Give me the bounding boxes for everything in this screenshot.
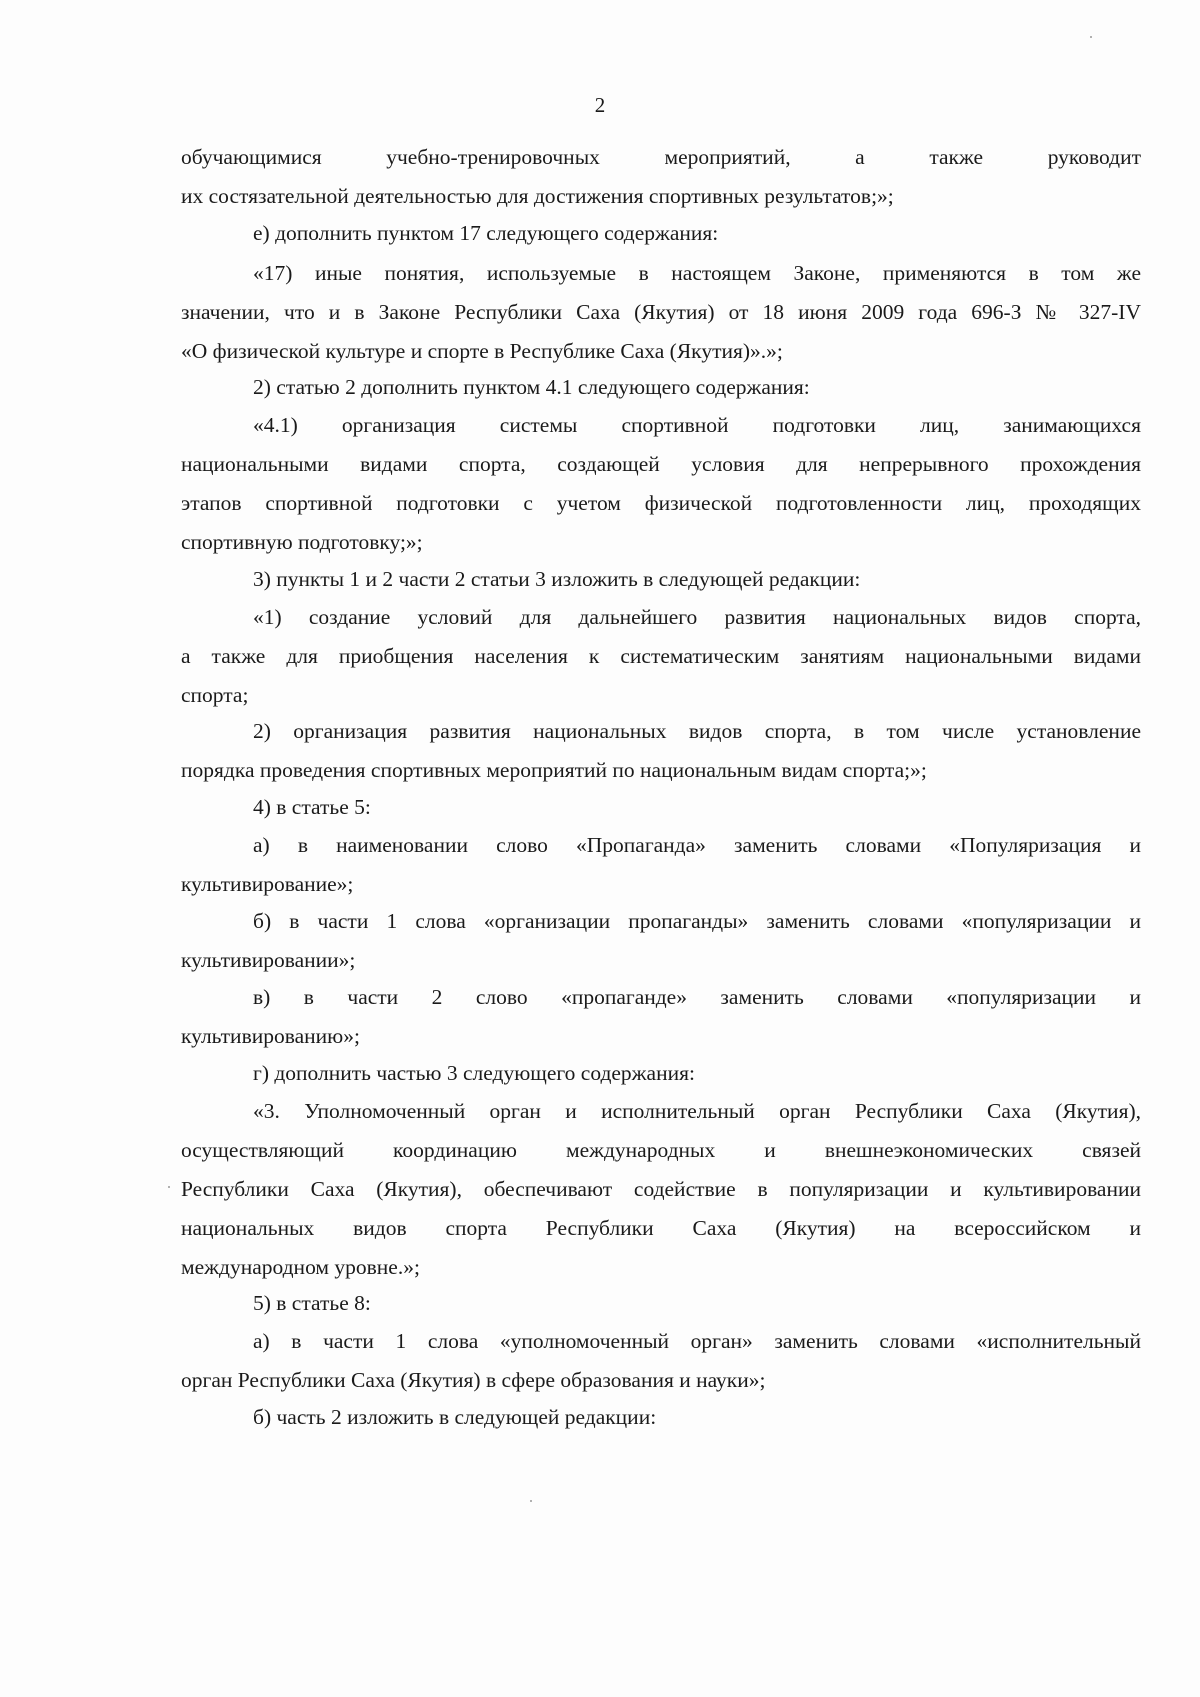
text-line: б) в части 1 слова «организации пропаганды» заменить словами «популяризации и <box>253 909 1141 933</box>
scan-speck <box>530 1500 532 1502</box>
text-line: 3) пункты 1 и 2 части 2 статьи 3 изложить в следующей редакции: <box>253 567 861 591</box>
paragraph <box>181 406 1141 562</box>
scan-speck <box>168 1186 170 1188</box>
text-line: «О физической культуре и спорте в Республике Саха (Якутия)».»; <box>181 339 783 363</box>
paragraph <box>181 1284 1141 1323</box>
page-number: 2 <box>594 93 606 117</box>
text-line: б) часть 2 изложить в следующей редакции: <box>253 1405 657 1429</box>
text-line: 5) в статье 8: <box>253 1291 371 1315</box>
text-line: «17) иные понятия, используемые в настоящем Законе, применяются в том же <box>253 261 1141 285</box>
text-line: их состязательной деятельностью для достижения спортивных результатов;»; <box>181 184 894 208</box>
paragraph <box>181 598 1141 715</box>
text-line: спортивную подготовку;»; <box>181 530 423 554</box>
text-line: спорта; <box>181 683 249 707</box>
paragraph <box>181 1054 1141 1093</box>
text-line: а) в части 1 слова «уполномоченный орган» заменить словами «исполнительный <box>253 1329 1141 1353</box>
text-line: значении, что и в Законе Республики Саха (Якутия) от 18 июня 2009 года 696-З № 327-IV <box>181 300 1141 324</box>
text-line: порядка проведения спортивных мероприятий по национальным видам спорта;»; <box>181 758 927 782</box>
text-line: 2) организация развития национальных видов спорта, в том числе установление <box>253 719 1141 743</box>
paragraph <box>181 1398 1141 1437</box>
text-line: культивировании»; <box>181 948 356 972</box>
text-line: «4.1) организация системы спортивной подготовки лиц, занимающихся <box>253 413 1141 437</box>
paragraph <box>181 214 1141 253</box>
paragraph <box>181 138 1141 216</box>
paragraph <box>181 1322 1141 1400</box>
text-line: г) дополнить частью 3 следующего содержания: <box>253 1061 695 1085</box>
paragraph <box>181 368 1141 407</box>
paragraph <box>181 560 1141 599</box>
text-line: «1) создание условий для дальнейшего развития национальных видов спорта, <box>253 605 1141 629</box>
text-line: национальными видами спорта, создающей условия для непрерывного прохождения <box>181 452 1141 476</box>
paragraph <box>181 254 1141 371</box>
scan-speck <box>1090 36 1092 38</box>
paragraph <box>181 788 1141 827</box>
text-line: Республики Саха (Якутия), обеспечивают содействие в популяризации и культивировании <box>181 1177 1141 1201</box>
text-line: е) дополнить пунктом 17 следующего содержания: <box>253 221 719 245</box>
text-line: орган Республики Саха (Якутия) в сфере образования и науки»; <box>181 1368 766 1392</box>
text-line: а также для приобщения населения к систематическим занятиям национальными видами <box>181 644 1141 668</box>
text-line: «3. Уполномоченный орган и исполнительный орган Республики Саха (Якутия), <box>253 1099 1141 1123</box>
paragraph <box>181 902 1141 980</box>
text-line: культивированию»; <box>181 1024 360 1048</box>
text-line: а) в наименовании слово «Пропаганда» заменить словами «Популяризация и <box>253 833 1141 857</box>
text-line: обучающимися учебно-тренировочных мероприятий, а также руководит <box>181 145 1141 169</box>
text-line: осуществляющий координацию международных и внешнеэкономических связей <box>181 1138 1141 1162</box>
text-line: культивирование»; <box>181 872 354 896</box>
text-line: этапов спортивной подготовки с учетом физической подготовленности лиц, проходящих <box>181 491 1141 515</box>
text-line: международном уровне.»; <box>181 1255 420 1279</box>
paragraph <box>181 978 1141 1056</box>
paragraph <box>181 1092 1141 1287</box>
text-line: в) в части 2 слово «пропаганде» заменить словами «популяризации и <box>253 985 1141 1009</box>
paragraph <box>181 826 1141 904</box>
paragraph <box>181 712 1141 790</box>
text-line: 2) статью 2 дополнить пунктом 4.1 следующего содержания: <box>253 375 810 399</box>
text-line: 4) в статье 5: <box>253 795 371 819</box>
text-line: национальных видов спорта Республики Саха (Якутия) на всероссийском и <box>181 1216 1141 1240</box>
